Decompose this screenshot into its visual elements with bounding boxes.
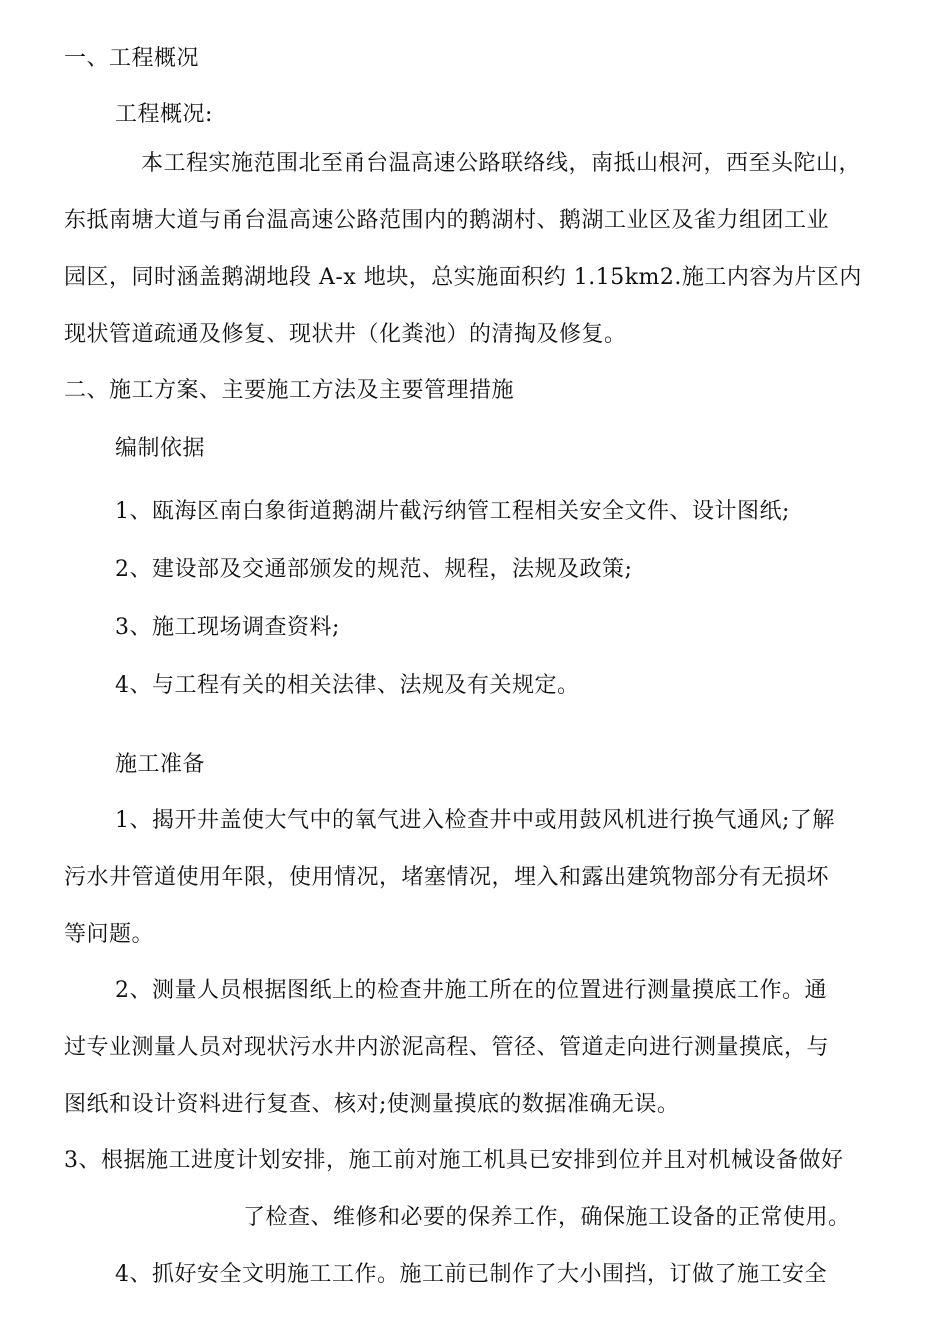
preparation-line: 过专业测量人员对现状污水井内淤泥高程、管径、管道走向进行测量摸底，与 <box>64 1035 830 1060</box>
preparation-line: 4、抓好安全文明施工工作。施工前已制作了大小围挡，订做了施工安全 <box>115 1262 827 1287</box>
preparation-line: 污水井管道使用年限，使用情况，堵塞情况，埋入和露出建筑物部分有无损坏 <box>64 865 830 890</box>
preparation-line: 2、测量人员根据图纸上的检查井施工所在的位置进行测量摸底工作。通 <box>115 978 827 1003</box>
subheading-basis: 编制依据 <box>115 436 206 461</box>
paragraph-line: 本工程实施范围北至甬台温高速公路联络线，南抵山根河，西至头陀山， <box>141 151 862 176</box>
subheading-overview: 工程概况: <box>115 102 213 127</box>
paragraph-line: 现状管道疏通及修复、现状井（化粪池）的清掏及修复。 <box>64 322 627 347</box>
paragraph-line: 园区，同时涵盖鹅湖地段 A-x 地块，总实施面积约 1.15km2.施工内容为片区内 <box>64 265 862 290</box>
subheading-preparation: 施工准备 <box>115 752 206 777</box>
basis-item: 1、瓯海区南白象街道鹅湖片截污纳管工程相关安全文件、设计图纸; <box>115 499 790 524</box>
preparation-line: 等问题。 <box>64 922 155 947</box>
paragraph-line: 东抵南塘大道与甬台温高速公路范围内的鹅湖村、鹅湖工业区及雀力组团工业 <box>64 208 830 233</box>
preparation-line: 1、揭开井盖使大气中的氧气进入检查井中或用鼓风机进行换气通风;了解 <box>115 808 835 833</box>
basis-item: 2、建设部及交通部颁发的规范、规程，法规及政策; <box>115 557 633 582</box>
preparation-line: 3、根据施工进度计划安排，施工前对施工机具已安排到位并且对机械设备做好 <box>64 1148 844 1173</box>
preparation-line: 了检查、维修和必要的保养工作，确保施工设备的正常使用。 <box>243 1205 851 1230</box>
section-heading-1: 一、工程概况 <box>64 46 200 71</box>
basis-item: 4、与工程有关的相关法律、法规及有关规定。 <box>115 673 580 698</box>
section-heading-2: 二、施工方案、主要施工方法及主要管理措施 <box>64 378 515 403</box>
basis-item: 3、施工现场调查资料; <box>115 615 340 640</box>
preparation-line: 图纸和设计资料进行复查、核对;使测量摸底的数据准确无误。 <box>64 1092 680 1117</box>
